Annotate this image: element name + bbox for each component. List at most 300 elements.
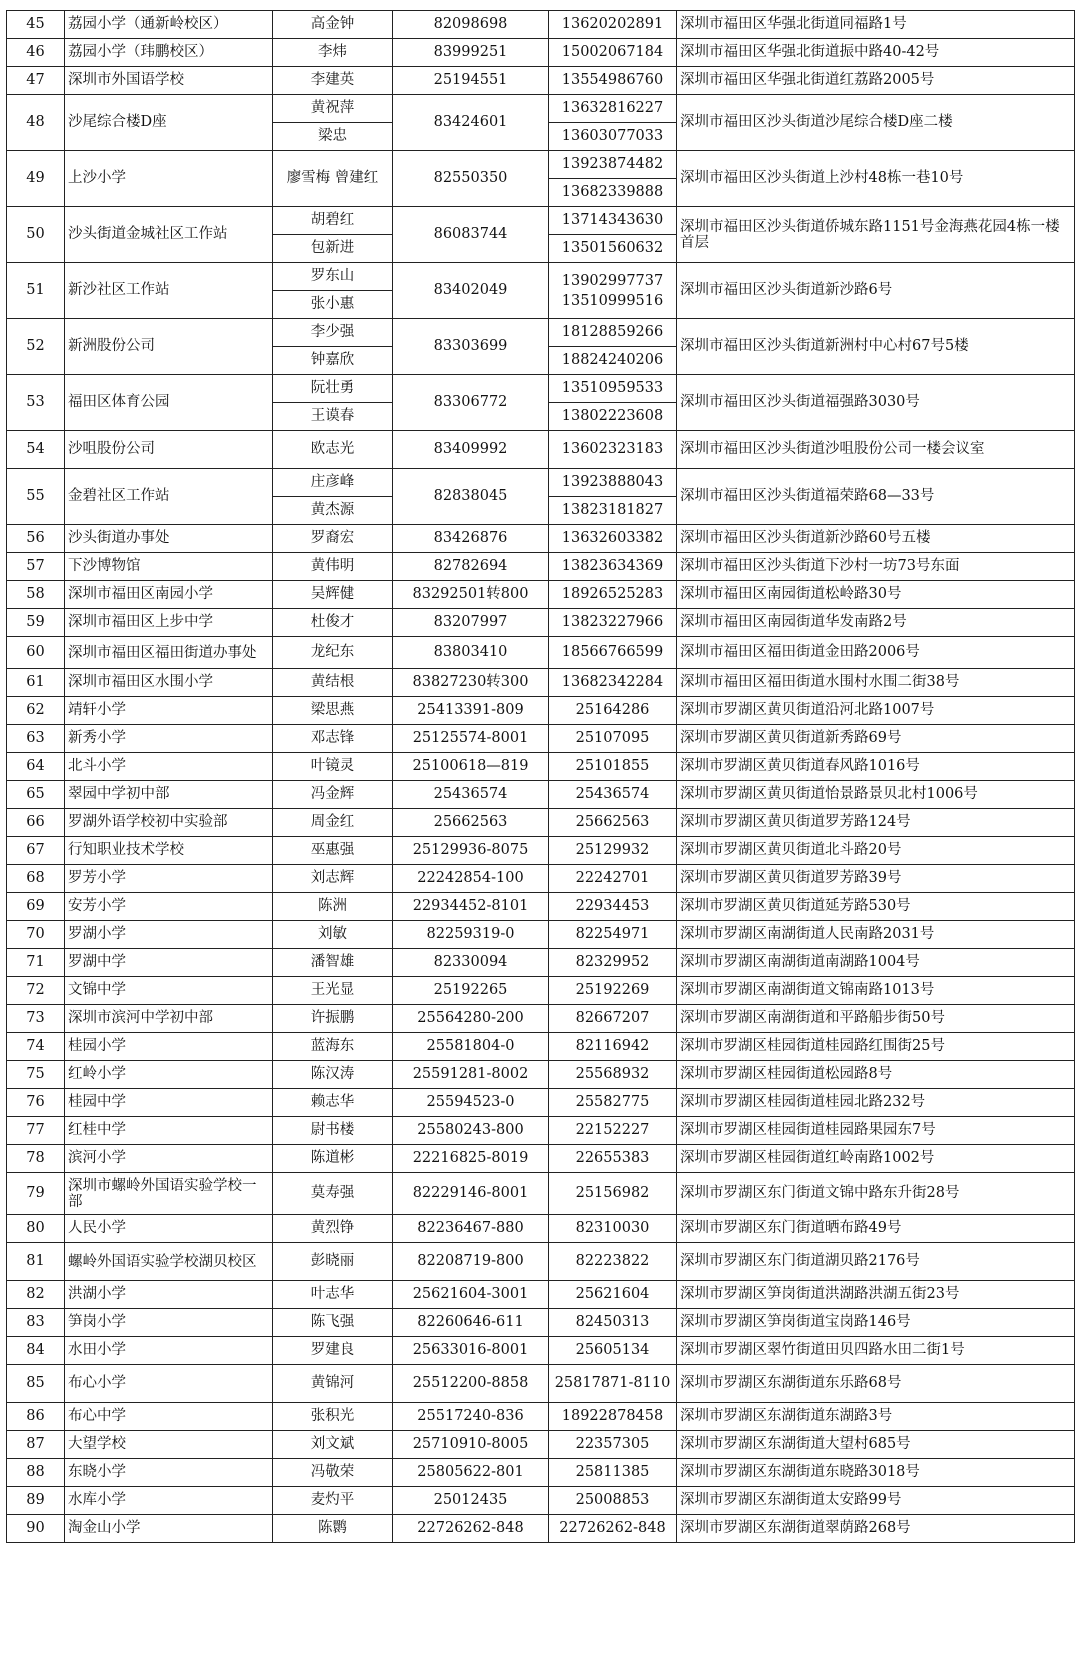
row-number: 76 xyxy=(7,1089,65,1117)
address: 深圳市罗湖区东门街道晒布路49号 xyxy=(677,1215,1075,1243)
mobile-phone: 25568932 xyxy=(549,1061,677,1089)
table-row xyxy=(7,263,1075,291)
row-number: 84 xyxy=(7,1337,65,1365)
office-phone: 25125574-8001 xyxy=(393,725,549,753)
row-number: 67 xyxy=(7,837,65,865)
mobile-phone: 13632603382 xyxy=(549,525,677,553)
unit-name: 文锦中学 xyxy=(65,977,273,1005)
mobile-phone: 82329952 xyxy=(549,949,677,977)
contact-person: 邓志锋 xyxy=(273,725,393,753)
office-phone: 82236467-880 xyxy=(393,1215,549,1243)
contact-person: 李炜 xyxy=(273,39,393,67)
contact-person: 赖志华 xyxy=(273,1089,393,1117)
contact-person: 黄伟明 xyxy=(273,553,393,581)
address: 深圳市福田区沙头街道新洲村中心村67号5楼 xyxy=(677,319,1075,375)
mobile-phone: 13923888043 xyxy=(549,469,677,497)
table-row xyxy=(7,1005,1075,1033)
contact-person: 罗裔宏 xyxy=(273,525,393,553)
table-row xyxy=(7,525,1075,553)
row-number: 64 xyxy=(7,753,65,781)
mobile-phone: 25605134 xyxy=(549,1337,677,1365)
mobile-phone: 25008853 xyxy=(549,1487,677,1515)
office-phone: 83292501转800 xyxy=(393,581,549,609)
unit-name: 福田区体育公园 xyxy=(65,375,273,431)
address: 深圳市罗湖区东湖街道东乐路68号 xyxy=(677,1365,1075,1403)
row-number: 85 xyxy=(7,1365,65,1403)
mobile-phone: 82310030 xyxy=(549,1215,677,1243)
unit-name: 洪湖小学 xyxy=(65,1281,273,1309)
row-number: 86 xyxy=(7,1403,65,1431)
contact-person: 冯敬荣 xyxy=(273,1459,393,1487)
office-phone: 83803410 xyxy=(393,637,549,669)
office-phone: 82098698 xyxy=(393,11,549,39)
address: 深圳市罗湖区南湖街道人民南路2031号 xyxy=(677,921,1075,949)
unit-name: 行知职业技术学校 xyxy=(65,837,273,865)
contact-person: 廖雪梅 曾建红 xyxy=(273,151,393,207)
office-phone: 82259319-0 xyxy=(393,921,549,949)
table-row xyxy=(7,1173,1075,1215)
contact-person: 黄锦河 xyxy=(273,1365,393,1403)
mobile-phone: 22357305 xyxy=(549,1431,677,1459)
mobile-phone: 13602323183 xyxy=(549,431,677,469)
contact-person: 张积光 xyxy=(273,1403,393,1431)
mobile-phone: 25156982 xyxy=(549,1173,677,1215)
mobile-phone: 25101855 xyxy=(549,753,677,781)
unit-name: 荔园小学（玮鹏校区） xyxy=(65,39,273,67)
address: 深圳市罗湖区黄贝街道怡景路景贝北村1006号 xyxy=(677,781,1075,809)
address: 深圳市福田区福田街道金田路2006号 xyxy=(677,637,1075,669)
office-phone: 25591281-8002 xyxy=(393,1061,549,1089)
row-number: 49 xyxy=(7,151,65,207)
row-number: 89 xyxy=(7,1487,65,1515)
mobile-phone: 13902997737 xyxy=(561,272,664,289)
unit-name: 红桂中学 xyxy=(65,1117,273,1145)
table-row xyxy=(7,669,1075,697)
address: 深圳市福田区沙头街道沙咀股份公司一楼会议室 xyxy=(677,431,1075,469)
contact-table-body xyxy=(7,11,1075,1543)
unit-name: 下沙博物馆 xyxy=(65,553,273,581)
mobile-phone: 82667207 xyxy=(549,1005,677,1033)
contact-person: 欧志光 xyxy=(273,431,393,469)
row-number: 83 xyxy=(7,1309,65,1337)
office-phone: 25633016-8001 xyxy=(393,1337,549,1365)
unit-name: 金碧社区工作站 xyxy=(65,469,273,525)
mobile-phone: 13714343630 xyxy=(549,207,677,235)
mobile-phone: 25662563 xyxy=(549,809,677,837)
unit-name: 沙咀股份公司 xyxy=(65,431,273,469)
address: 深圳市罗湖区桂园街道桂园路果园东7号 xyxy=(677,1117,1075,1145)
table-row xyxy=(7,319,1075,347)
mobile-phone: 13802223608 xyxy=(549,403,677,431)
office-phone: 25580243-800 xyxy=(393,1117,549,1145)
address: 深圳市福田区沙头街道下沙村一坊73号东面 xyxy=(677,553,1075,581)
mobile-phone: 18128859266 xyxy=(549,319,677,347)
unit-name: 大望学校 xyxy=(65,1431,273,1459)
contact-person: 梁思燕 xyxy=(273,697,393,725)
office-phone: 25581804-0 xyxy=(393,1033,549,1061)
mobile-phone: 13510999516 xyxy=(561,292,664,309)
office-phone: 25662563 xyxy=(393,809,549,837)
contact-person: 刘文斌 xyxy=(273,1431,393,1459)
row-number: 59 xyxy=(7,609,65,637)
contact-person: 叶志华 xyxy=(273,1281,393,1309)
mobile-phone: 13510959533 xyxy=(549,375,677,403)
mobile-phone: 13823181827 xyxy=(549,497,677,525)
mobile-phone: 13682342284 xyxy=(549,669,677,697)
row-number: 63 xyxy=(7,725,65,753)
row-number: 71 xyxy=(7,949,65,977)
unit-name: 布心小学 xyxy=(65,1365,273,1403)
mobile-phone: 25129932 xyxy=(549,837,677,865)
address: 深圳市福田区沙头街道福荣路68—33号 xyxy=(677,469,1075,525)
unit-name: 深圳市福田区水围小学 xyxy=(65,669,273,697)
office-phone: 25413391-809 xyxy=(393,697,549,725)
contact-person: 麦灼平 xyxy=(273,1487,393,1515)
row-number: 66 xyxy=(7,809,65,837)
unit-name: 靖轩小学 xyxy=(65,697,273,725)
address: 深圳市罗湖区桂园街道松园路8号 xyxy=(677,1061,1075,1089)
table-row xyxy=(7,837,1075,865)
contact-person: 钟嘉欣 xyxy=(273,347,393,375)
address: 深圳市罗湖区东湖街道翠荫路268号 xyxy=(677,1515,1075,1543)
table-row xyxy=(7,39,1075,67)
address: 深圳市罗湖区东门街道湖贝路2176号 xyxy=(677,1243,1075,1281)
contact-person: 巫惠强 xyxy=(273,837,393,865)
address: 深圳市罗湖区桂园街道桂园北路232号 xyxy=(677,1089,1075,1117)
contact-person: 李少强 xyxy=(273,319,393,347)
office-phone: 25710910-8005 xyxy=(393,1431,549,1459)
office-phone: 82229146-8001 xyxy=(393,1173,549,1215)
contact-person: 梁忠 xyxy=(273,123,393,151)
mobile-phone: 82450313 xyxy=(549,1309,677,1337)
row-number: 48 xyxy=(7,95,65,151)
mobile-phone: 25164286 xyxy=(549,697,677,725)
address: 深圳市福田区福田街道水围村水围二街38号 xyxy=(677,669,1075,697)
contact-person: 刘敏 xyxy=(273,921,393,949)
row-number: 72 xyxy=(7,977,65,1005)
office-phone: 25012435 xyxy=(393,1487,549,1515)
contact-person: 胡碧红 xyxy=(273,207,393,235)
row-number: 65 xyxy=(7,781,65,809)
address: 深圳市罗湖区东湖街道大望村685号 xyxy=(677,1431,1075,1459)
mobile-phone: 18926525283 xyxy=(549,581,677,609)
address: 深圳市罗湖区笋岗街道宝岗路146号 xyxy=(677,1309,1075,1337)
mobile-phone: 22152227 xyxy=(549,1117,677,1145)
row-number: 70 xyxy=(7,921,65,949)
unit-name: 滨河小学 xyxy=(65,1145,273,1173)
row-number: 77 xyxy=(7,1117,65,1145)
unit-name: 翠园中学初中部 xyxy=(65,781,273,809)
address: 深圳市福田区南园街道松岭路30号 xyxy=(677,581,1075,609)
table-row xyxy=(7,207,1075,235)
unit-name: 北斗小学 xyxy=(65,753,273,781)
unit-name: 布心中学 xyxy=(65,1403,273,1431)
office-phone: 25436574 xyxy=(393,781,549,809)
office-phone: 83999251 xyxy=(393,39,549,67)
office-phone: 82550350 xyxy=(393,151,549,207)
unit-name: 上沙小学 xyxy=(65,151,273,207)
address: 深圳市福田区沙头街道福强路3030号 xyxy=(677,375,1075,431)
table-row xyxy=(7,1365,1075,1403)
address: 深圳市罗湖区南湖街道南湖路1004号 xyxy=(677,949,1075,977)
table-row xyxy=(7,11,1075,39)
table-row xyxy=(7,469,1075,497)
row-number: 74 xyxy=(7,1033,65,1061)
table-row xyxy=(7,375,1075,403)
contact-person: 吴辉健 xyxy=(273,581,393,609)
address: 深圳市罗湖区桂园街道桂园路红围街25号 xyxy=(677,1033,1075,1061)
row-number: 69 xyxy=(7,893,65,921)
contact-person: 许振鹏 xyxy=(273,1005,393,1033)
row-number: 78 xyxy=(7,1145,65,1173)
address: 深圳市罗湖区桂园街道红岭南路1002号 xyxy=(677,1145,1075,1173)
row-number: 90 xyxy=(7,1515,65,1543)
mobile-phone: 25811385 xyxy=(549,1459,677,1487)
table-row xyxy=(7,1215,1075,1243)
contact-person: 陈鹮 xyxy=(273,1515,393,1543)
table-row xyxy=(7,1089,1075,1117)
contact-person: 罗东山 xyxy=(273,263,393,291)
unit-name: 深圳市滨河中学初中部 xyxy=(65,1005,273,1033)
unit-name: 水田小学 xyxy=(65,1337,273,1365)
mobile-phone: 22934453 xyxy=(549,893,677,921)
table-row xyxy=(7,1459,1075,1487)
address: 深圳市罗湖区黄贝街道春风路1016号 xyxy=(677,753,1075,781)
office-phone: 83306772 xyxy=(393,375,549,431)
mobile-phone: 25817871-8110 xyxy=(549,1365,677,1403)
table-row xyxy=(7,1487,1075,1515)
mobile-phone: 13682339888 xyxy=(549,179,677,207)
unit-name: 安芳小学 xyxy=(65,893,273,921)
office-phone: 82330094 xyxy=(393,949,549,977)
table-row xyxy=(7,1337,1075,1365)
table-row xyxy=(7,151,1075,179)
unit-name: 荔园小学（通新岭校区） xyxy=(65,11,273,39)
row-number: 82 xyxy=(7,1281,65,1309)
office-phone: 22934452-8101 xyxy=(393,893,549,921)
table-row xyxy=(7,921,1075,949)
unit-name: 螺岭外国语实验学校湖贝校区 xyxy=(65,1243,273,1281)
address: 深圳市福田区沙头街道沙尾综合楼D座二楼 xyxy=(677,95,1075,151)
unit-name: 新沙社区工作站 xyxy=(65,263,273,319)
mobile-phone: 13554986760 xyxy=(549,67,677,95)
contact-person: 王谟春 xyxy=(273,403,393,431)
contact-person: 庄彦峰 xyxy=(273,469,393,497)
contact-table xyxy=(6,10,1075,1543)
contact-person: 陈道彬 xyxy=(273,1145,393,1173)
table-row xyxy=(7,95,1075,123)
mobile-phone: 13603077033 xyxy=(549,123,677,151)
mobile-phone: 25192269 xyxy=(549,977,677,1005)
table-row xyxy=(7,609,1075,637)
mobile-phone: 82116942 xyxy=(549,1033,677,1061)
table-row xyxy=(7,809,1075,837)
row-number: 75 xyxy=(7,1061,65,1089)
table-row xyxy=(7,1281,1075,1309)
mobile-phone: 25107095 xyxy=(549,725,677,753)
table-row xyxy=(7,893,1075,921)
address: 深圳市罗湖区黄贝街道罗芳路124号 xyxy=(677,809,1075,837)
office-phone: 83207997 xyxy=(393,609,549,637)
contact-person: 张小惠 xyxy=(273,291,393,319)
office-phone: 25517240-836 xyxy=(393,1403,549,1431)
mobile-phone: 25436574 xyxy=(549,781,677,809)
address: 深圳市福田区华强北街道振中路40-42号 xyxy=(677,39,1075,67)
address: 深圳市罗湖区南湖街道和平路船步街50号 xyxy=(677,1005,1075,1033)
unit-name: 罗芳小学 xyxy=(65,865,273,893)
office-phone: 25129936-8075 xyxy=(393,837,549,865)
office-phone: 22726262-848 xyxy=(393,1515,549,1543)
contact-person: 黄结根 xyxy=(273,669,393,697)
office-phone: 22242854-100 xyxy=(393,865,549,893)
unit-name: 人民小学 xyxy=(65,1215,273,1243)
table-row xyxy=(7,1145,1075,1173)
office-phone: 82838045 xyxy=(393,469,549,525)
row-number: 47 xyxy=(7,67,65,95)
contact-person: 冯金辉 xyxy=(273,781,393,809)
office-phone: 83409992 xyxy=(393,431,549,469)
office-phone: 82208719-800 xyxy=(393,1243,549,1281)
row-number: 88 xyxy=(7,1459,65,1487)
contact-person: 刘志辉 xyxy=(273,865,393,893)
office-phone: 86083744 xyxy=(393,207,549,263)
unit-name: 罗湖外语学校初中实验部 xyxy=(65,809,273,837)
unit-name: 罗湖中学 xyxy=(65,949,273,977)
office-phone: 25805622-801 xyxy=(393,1459,549,1487)
office-phone: 83303699 xyxy=(393,319,549,375)
row-number: 46 xyxy=(7,39,65,67)
contact-person: 陈洲 xyxy=(273,893,393,921)
row-number: 60 xyxy=(7,637,65,669)
mobile-phone: 13923874482 xyxy=(549,151,677,179)
address: 深圳市福田区华强北街道红荔路2005号 xyxy=(677,67,1075,95)
row-number: 81 xyxy=(7,1243,65,1281)
office-phone: 83424601 xyxy=(393,95,549,151)
contact-sheet xyxy=(6,10,1074,1543)
contact-person: 黄烈铮 xyxy=(273,1215,393,1243)
row-number: 58 xyxy=(7,581,65,609)
table-row xyxy=(7,725,1075,753)
unit-name: 东晓小学 xyxy=(65,1459,273,1487)
contact-person: 蓝海东 xyxy=(273,1033,393,1061)
row-number: 68 xyxy=(7,865,65,893)
mobile-phone: 13620202891 xyxy=(549,11,677,39)
contact-person: 潘智雄 xyxy=(273,949,393,977)
unit-name: 新秀小学 xyxy=(65,725,273,753)
row-number: 80 xyxy=(7,1215,65,1243)
mobile-phone: 22242701 xyxy=(549,865,677,893)
address: 深圳市罗湖区南湖街道文锦南路1013号 xyxy=(677,977,1075,1005)
unit-name: 深圳市福田区上步中学 xyxy=(65,609,273,637)
address: 深圳市罗湖区东湖街道太安路99号 xyxy=(677,1487,1075,1515)
contact-person: 黄杰源 xyxy=(273,497,393,525)
row-number: 55 xyxy=(7,469,65,525)
mobile-phone: 18824240206 xyxy=(549,347,677,375)
table-row xyxy=(7,553,1075,581)
contact-person: 黄祝萍 xyxy=(273,95,393,123)
unit-name: 罗湖小学 xyxy=(65,921,273,949)
unit-name: 深圳市螺岭外国语实验学校一部 xyxy=(65,1173,273,1215)
table-row xyxy=(7,977,1075,1005)
row-number: 51 xyxy=(7,263,65,319)
mobile-phone: 22655383 xyxy=(549,1145,677,1173)
mobile-phone: 13823634369 xyxy=(549,553,677,581)
mobile-phone: 82254971 xyxy=(549,921,677,949)
mobile-phone: 25621604 xyxy=(549,1281,677,1309)
address: 深圳市罗湖区黄贝街道沿河北路1007号 xyxy=(677,697,1075,725)
unit-name: 深圳市福田区南园小学 xyxy=(65,581,273,609)
contact-person: 王光显 xyxy=(273,977,393,1005)
office-phone: 83827230转300 xyxy=(393,669,549,697)
mobile-phone: 18922878458 xyxy=(549,1403,677,1431)
address: 深圳市罗湖区东湖街道东晓路3018号 xyxy=(677,1459,1075,1487)
address: 深圳市罗湖区黄贝街道罗芳路39号 xyxy=(677,865,1075,893)
office-phone: 25100618—819 xyxy=(393,753,549,781)
table-row xyxy=(7,949,1075,977)
table-row xyxy=(7,697,1075,725)
address: 深圳市罗湖区翠竹街道田贝四路水田二街1号 xyxy=(677,1337,1075,1365)
address: 深圳市罗湖区黄贝街道北斗路20号 xyxy=(677,837,1075,865)
address: 深圳市罗湖区东门街道文锦中路东升街28号 xyxy=(677,1173,1075,1215)
row-number: 52 xyxy=(7,319,65,375)
address: 深圳市福田区沙头街道新沙路60号五楼 xyxy=(677,525,1075,553)
unit-name: 新洲股份公司 xyxy=(65,319,273,375)
contact-person: 阮壮勇 xyxy=(273,375,393,403)
mobile-phone: 82223822 xyxy=(549,1243,677,1281)
office-phone: 25564280-200 xyxy=(393,1005,549,1033)
office-phone: 83426876 xyxy=(393,525,549,553)
address: 深圳市罗湖区笋岗街道洪湖路洪湖五街23号 xyxy=(677,1281,1075,1309)
row-number: 53 xyxy=(7,375,65,431)
unit-name: 笋岗小学 xyxy=(65,1309,273,1337)
table-row xyxy=(7,431,1075,469)
row-number: 56 xyxy=(7,525,65,553)
table-row xyxy=(7,1403,1075,1431)
office-phone: 25512200-8858 xyxy=(393,1365,549,1403)
mobile-phone: 13823227966 xyxy=(549,609,677,637)
address: 深圳市罗湖区黄贝街道新秀路69号 xyxy=(677,725,1075,753)
contact-person: 包新进 xyxy=(273,235,393,263)
contact-person: 彭晓丽 xyxy=(273,1243,393,1281)
table-row xyxy=(7,781,1075,809)
row-number: 62 xyxy=(7,697,65,725)
address: 深圳市福田区沙头街道侨城东路1151号金海燕花园4栋一楼首层 xyxy=(677,207,1075,263)
table-row xyxy=(7,1309,1075,1337)
row-number: 57 xyxy=(7,553,65,581)
unit-name: 沙尾综合楼D座 xyxy=(65,95,273,151)
address: 深圳市福田区南园街道华发南路2号 xyxy=(677,609,1075,637)
contact-person: 陈飞强 xyxy=(273,1309,393,1337)
mobile-phone: 22726262-848 xyxy=(549,1515,677,1543)
unit-name: 桂园中学 xyxy=(65,1089,273,1117)
contact-person: 莫寿强 xyxy=(273,1173,393,1215)
contact-person: 陈汉涛 xyxy=(273,1061,393,1089)
table-row xyxy=(7,1061,1075,1089)
mobile-phone-stack xyxy=(552,271,673,311)
office-phone: 25192265 xyxy=(393,977,549,1005)
table-row xyxy=(7,753,1075,781)
row-number: 50 xyxy=(7,207,65,263)
unit-name: 深圳市外国语学校 xyxy=(65,67,273,95)
office-phone: 83402049 xyxy=(393,263,549,319)
office-phone: 25594523-0 xyxy=(393,1089,549,1117)
unit-name: 沙头街道金城社区工作站 xyxy=(65,207,273,263)
contact-person: 杜俊才 xyxy=(273,609,393,637)
row-number: 61 xyxy=(7,669,65,697)
table-row xyxy=(7,1515,1075,1543)
unit-name: 水库小学 xyxy=(65,1487,273,1515)
mobile-phone-group xyxy=(549,263,677,319)
